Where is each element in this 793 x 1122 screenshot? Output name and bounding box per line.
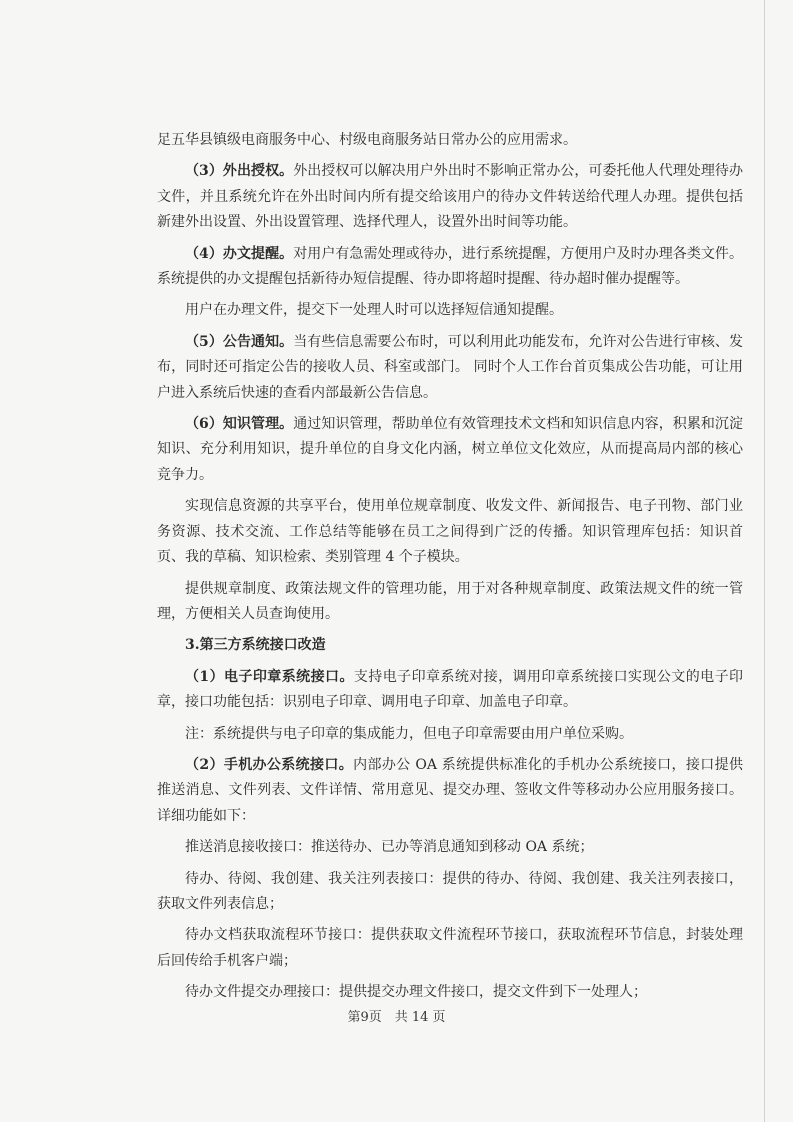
paragraph-text: 待办、待阅、我创建、我关注列表接口：提供的待办、待阅、我创建、我关注列表接口，获取文件列表信息； <box>157 870 743 912</box>
paragraph <box>157 722 743 747</box>
paragraph <box>157 330 743 406</box>
paragraph-text: 注：系统提供与电子印章的集成能力，但电子印章需要由用户单位采购。 <box>185 725 633 742</box>
paragraph-heading: （6）知识管理。 <box>185 416 294 433</box>
paragraph-text: 支持电子印章系统对接，调用印章系统接口实现公文的电子印章，接口功能包括：识别电子印章、调用电子印章、加盖电子印章。 <box>157 668 743 711</box>
paragraph-text: 待办文件提交办理接口：提供提交办理文件接口，提交文件到下一处理人； <box>185 984 647 1001</box>
paragraph <box>157 923 743 974</box>
paragraph <box>157 835 743 860</box>
paragraph-text: 待办文档获取流程环节接口：提供获取文件流程环节接口，获取流程环节信息，封装处理后回传给手机客户端； <box>157 927 743 969</box>
paragraph-heading: （5）公告通知。 <box>185 333 294 350</box>
paragraph <box>157 867 743 918</box>
paragraph <box>157 633 743 658</box>
paragraph-text: 当有些信息需要公布时，可以利用此功能发布，允许对公告进行审核、发布，同时还可指定公告的接收人员、科室或部门。 同时个人工作台首页集成公告功能，可让用户进入系统后快速的查看内部最新公告信息。 <box>157 333 743 401</box>
paragraph-heading: （3）外出授权。 <box>185 163 294 180</box>
paragraph <box>157 159 743 235</box>
document-body <box>157 128 743 1012</box>
paragraph <box>157 665 743 716</box>
scan-edge-line <box>764 0 765 1122</box>
paragraph <box>157 242 743 293</box>
paragraph <box>157 412 743 488</box>
paragraph <box>157 298 743 323</box>
paragraph-text: 用户在办理文件，提交下一处理人时可以选择短信通知提醒。 <box>185 302 563 319</box>
paragraph-text: 实现信息资源的共享平台，使用单位规章制度、收发文件、新闻报告、电子刊物、部门业务资源、技术交流、工作总结等能够在员工之间得到广泛的传播。知识管理库包括：知识首页、我的草稿、知识检索、类别管理 4 个子模块。 <box>157 498 743 566</box>
paragraph <box>157 753 743 829</box>
paragraph-text: 提供规章制度、政策法规文件的管理功能，用于对各种规章制度、政策法规文件的统一管理，方便相关人员查询使用。 <box>157 580 743 622</box>
paragraph-text: 通过知识管理，帮助单位有效管理技术文档和知识信息内容，积累和沉淀知识、充分利用知识，提升单位的自身文化内涵，树立单位文化效应，从而提高局内部的核心竞争力。 <box>157 416 743 483</box>
paragraph-heading: （4）办文提醒。 <box>185 245 294 262</box>
paragraph-heading: 3.第三方系统接口改造 <box>185 637 326 654</box>
paragraph <box>157 980 743 1005</box>
paragraph <box>157 494 743 570</box>
paragraph-text: 对用户有急需处理或待办，进行系统提醒，方便用户及时办理各类文件。系统提供的办文提醒包括新待办短信提醒、待办即将超时提醒、待办超时催办提醒等。 <box>157 245 743 288</box>
paragraph-heading: （2）手机办公系统接口。 <box>185 756 354 773</box>
paragraph <box>157 577 743 628</box>
paragraph-text: 外出授权可以解决用户外出时不影响正常办公，可委托他人代理处理待办文件，并且系统允许在外出时间内所有提交给该用户的待办文件转送给代理人办理。提供包括新建外出设置、外出设置管理、选择代理人，设置外出时间等功能。 <box>157 163 743 231</box>
paragraph <box>157 128 743 153</box>
page-footer: 第9页 共 14 页 <box>347 1010 446 1025</box>
paragraph-text: 内部办公 OA 系统提供标准化的手机办公系统接口，接口提供推送消息、文件列表、文件详情、常用意见、提交办理、签收文件等移动办公应用服务接口。详细功能如下： <box>157 756 743 824</box>
paragraph-text: 足五华县镇级电商服务中心、村级电商服务站日常办公的应用需求。 <box>157 132 577 148</box>
paragraph-heading: （1）电子印章系统接口。 <box>185 668 354 685</box>
paragraph-text: 推送消息接收接口：推送待办、已办等消息通知到移动 OA 系统； <box>185 839 594 856</box>
